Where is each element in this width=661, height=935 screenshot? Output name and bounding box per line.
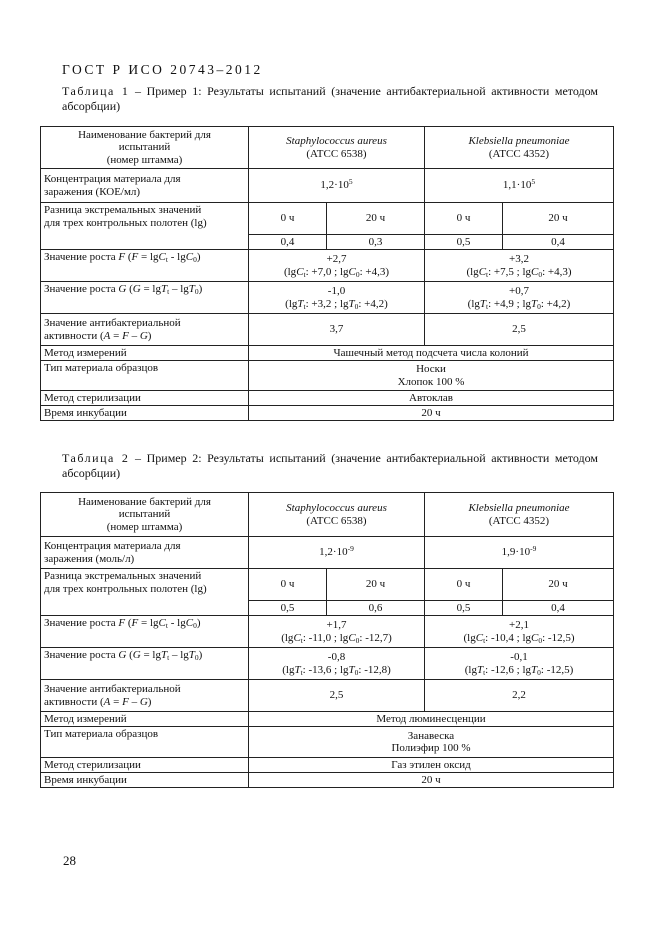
table1-g-staph	[249, 282, 425, 314]
label-line: Разница экстремальных значений	[44, 204, 202, 216]
time-20h: 20 ч	[327, 203, 425, 235]
bacteria-name: Staphylococcus aureus	[286, 135, 387, 147]
material-line: Носки	[416, 363, 446, 375]
header-line: испытаний	[118, 141, 171, 154]
table2-a-kleb: 2,2	[425, 680, 614, 712]
conc-value: 1,1·10	[502, 179, 532, 192]
table2-a-label	[41, 680, 249, 712]
table2-conc-kleb	[425, 537, 614, 569]
bacteria-strain: (ATCC 4352)	[488, 514, 550, 527]
table2-g-staph	[249, 648, 425, 680]
header-line: (номер штамма)	[106, 520, 183, 533]
material-value	[249, 361, 614, 391]
table-row	[41, 712, 614, 727]
incubation-label: Время инкубации	[41, 773, 249, 788]
incubation-label: Время инкубации	[41, 406, 249, 421]
table-row	[41, 346, 614, 361]
table2-f-staph	[249, 616, 425, 648]
table1-conc-staph	[249, 169, 425, 203]
table2-header-staph	[249, 493, 425, 537]
incubation-value: 20 ч	[249, 773, 614, 788]
table1	[40, 126, 614, 421]
table-row	[41, 361, 614, 391]
label-line: Значение антибактериальной	[44, 683, 181, 695]
bacteria-name: Klebsiella pneumoniae	[468, 135, 570, 147]
time-0h: 0 ч	[425, 569, 503, 601]
conc-exponent: -9	[347, 544, 354, 554]
label-line: Концентрация материала для	[44, 173, 181, 185]
time-0h: 0 ч	[425, 203, 503, 235]
header-line: испытаний	[118, 508, 171, 521]
time-0h: 0 ч	[249, 569, 327, 601]
g-detail: (lgT$_t$: -12,6 ; lgT$_0$: -12,5)	[464, 663, 574, 677]
conc-exponent: -9	[530, 544, 537, 554]
incubation-value: 20 ч	[249, 406, 614, 421]
label-text: Значение роста G (G = lgT$_t$ – lgT$_0$)	[44, 283, 203, 296]
table2-caption-number: Таблица 2	[62, 451, 130, 465]
table1-a-label	[41, 314, 249, 346]
label-line: заражения (моль/л)	[44, 552, 135, 565]
table1-a-staph: 3,7	[249, 314, 425, 346]
bacteria-name: Staphylococcus aureus	[286, 502, 387, 514]
f-value: +2,7	[326, 253, 347, 265]
conc-value: 1,9·10	[501, 546, 531, 559]
table2-g-label	[41, 648, 249, 680]
table-row	[41, 493, 614, 537]
diff-value: 0,4	[503, 601, 614, 616]
method-value: Метод люминесценции	[249, 712, 614, 727]
table1-a-kleb: 2,5	[425, 314, 614, 346]
diff-value: 0,5	[249, 601, 327, 616]
label-text: Значение роста G (G = lgT$_t$ – lgT$_0$)	[44, 649, 203, 662]
table-row	[41, 406, 614, 421]
table1-header-bacteria	[41, 127, 249, 169]
sterilization-value: Автоклав	[249, 391, 614, 406]
time-20h: 20 ч	[327, 569, 425, 601]
conc-value: 1,2·10	[319, 546, 348, 559]
table1-f-kleb	[425, 250, 614, 282]
table1-header-staph	[249, 127, 425, 169]
table1-caption	[62, 84, 598, 114]
g-detail: (lgT$_t$: +3,2 ; lgT$_0$: +4,2)	[285, 297, 388, 311]
table-row	[41, 282, 614, 314]
table-row	[41, 391, 614, 406]
g-value: -0,8	[327, 651, 346, 663]
table-row	[41, 616, 614, 648]
table-row	[41, 537, 614, 569]
table2-diff-label	[41, 569, 249, 616]
table2-conc-staph	[249, 537, 425, 569]
header-line: Наименование бактерий для	[78, 495, 211, 508]
table2-header-bacteria	[41, 493, 249, 537]
diff-value: 0,3	[327, 235, 425, 250]
material-label: Тип материала образцов	[41, 727, 249, 758]
material-line: Хлопок 100 %	[397, 375, 465, 388]
table-row	[41, 758, 614, 773]
table2-caption-text: – Пример 2: Результаты испытаний (значение антибактериальной активности методом абсорбции)	[62, 451, 598, 480]
g-value: +0,7	[509, 285, 529, 297]
time-20h: 20 ч	[503, 203, 614, 235]
table-row	[41, 648, 614, 680]
conc-value: 1,2·10	[320, 179, 349, 192]
method-label: Метод измерений	[41, 712, 249, 727]
table-row	[41, 127, 614, 169]
sterilization-label: Метод стерилизации	[41, 758, 249, 773]
sterilization-value: Газ этилен оксид	[249, 758, 614, 773]
conc-exponent: 5	[531, 177, 536, 187]
table-row	[41, 680, 614, 712]
header-line: Наименование бактерий для	[78, 128, 211, 141]
table-row	[41, 727, 614, 758]
label-line: заражения (КОЕ/мл)	[44, 185, 141, 198]
table2-g-kleb	[425, 648, 614, 680]
table1-caption-text: – Пример 1: Результаты испытаний (значение антибактериальной активности методом абсорбции)	[62, 84, 598, 113]
time-20h: 20 ч	[503, 569, 614, 601]
label-line: активности (A = F – G)	[44, 329, 152, 342]
bacteria-strain: (ATCC 4352)	[488, 147, 550, 160]
table-row	[41, 169, 614, 203]
table1-g-label	[41, 282, 249, 314]
table-row	[41, 203, 614, 235]
table-row	[41, 773, 614, 788]
label-line: Концентрация материала для	[44, 540, 181, 552]
table1-header-kleb	[425, 127, 614, 169]
diff-value: 0,5	[425, 601, 503, 616]
table2-header-kleb	[425, 493, 614, 537]
material-value	[249, 727, 614, 758]
method-value: Чашечный метод подсчета числа колоний	[249, 346, 614, 361]
table1-diff-label	[41, 203, 249, 250]
bacteria-name: Klebsiella pneumoniae	[468, 502, 570, 514]
material-line: Занавеска	[407, 729, 455, 742]
label-line: для трех контрольных полотен (lg)	[44, 582, 207, 595]
g-value: -1,0	[327, 285, 346, 297]
table1-f-staph	[249, 250, 425, 282]
page-number: 28	[63, 853, 76, 868]
f-detail: (lgC$_t$: -11,0 ; lgC$_0$: -12,7)	[281, 631, 392, 645]
table2-a-staph: 2,5	[249, 680, 425, 712]
table2-conc-label	[41, 537, 249, 569]
table1-conc-kleb	[425, 169, 614, 203]
sterilization-label: Метод стерилизации	[41, 391, 249, 406]
table2-caption	[62, 451, 598, 481]
table1-g-kleb	[425, 282, 614, 314]
label-line: активности (A = F – G)	[44, 695, 152, 708]
bacteria-strain: (ATCC 6538)	[306, 147, 367, 160]
f-value: +1,7	[326, 619, 347, 631]
table1-caption-number: Таблица 1	[62, 84, 130, 98]
document-header: ГОСТ Р ИСО 20743–2012	[62, 62, 263, 77]
material-label: Тип материала образцов	[41, 361, 249, 391]
table1-conc-label	[41, 169, 249, 203]
f-detail: (lgC$_t$: -10,4 ; lgC$_0$: -12,5)	[463, 631, 575, 645]
table2-f-kleb	[425, 616, 614, 648]
table-row	[41, 250, 614, 282]
f-detail: (lgC$_t$: +7,5 ; lgC$_0$: +4,3)	[466, 265, 572, 279]
conc-exponent: 5	[348, 177, 353, 187]
time-0h: 0 ч	[249, 203, 327, 235]
f-value: +2,1	[509, 619, 529, 631]
table-row	[41, 314, 614, 346]
table2	[40, 492, 614, 788]
diff-value: 0,4	[503, 235, 614, 250]
table-row	[41, 569, 614, 601]
g-value: -0,1	[510, 651, 528, 663]
f-detail: (lgC$_t$: +7,0 ; lgC$_0$: +4,3)	[283, 265, 390, 279]
label-text: Значение роста F (F = lgC$_t$ - lgC$_0$)	[44, 251, 201, 264]
label-text: Значение роста F (F = lgC$_t$ - lgC$_0$)	[44, 617, 201, 630]
bacteria-strain: (ATCC 6538)	[306, 514, 367, 527]
label-line: для трех контрольных полотен (lg)	[44, 216, 207, 229]
method-label: Метод измерений	[41, 346, 249, 361]
g-detail: (lgT$_t$: +4,9 ; lgT$_0$: +4,2)	[467, 297, 571, 311]
label-line: Значение антибактериальной	[44, 317, 181, 329]
f-value: +3,2	[509, 253, 529, 265]
header-line: (номер штамма)	[106, 153, 183, 166]
diff-value: 0,5	[425, 235, 503, 250]
g-detail: (lgT$_t$: -13,6 ; lgT$_0$: -12,8)	[282, 663, 391, 677]
diff-value: 0,6	[327, 601, 425, 616]
material-line: Полиэфир 100 %	[391, 742, 471, 754]
label-line: Разница экстремальных значений	[44, 570, 202, 582]
diff-value: 0,4	[249, 235, 327, 250]
table2-f-label	[41, 616, 249, 648]
table1-f-label	[41, 250, 249, 282]
